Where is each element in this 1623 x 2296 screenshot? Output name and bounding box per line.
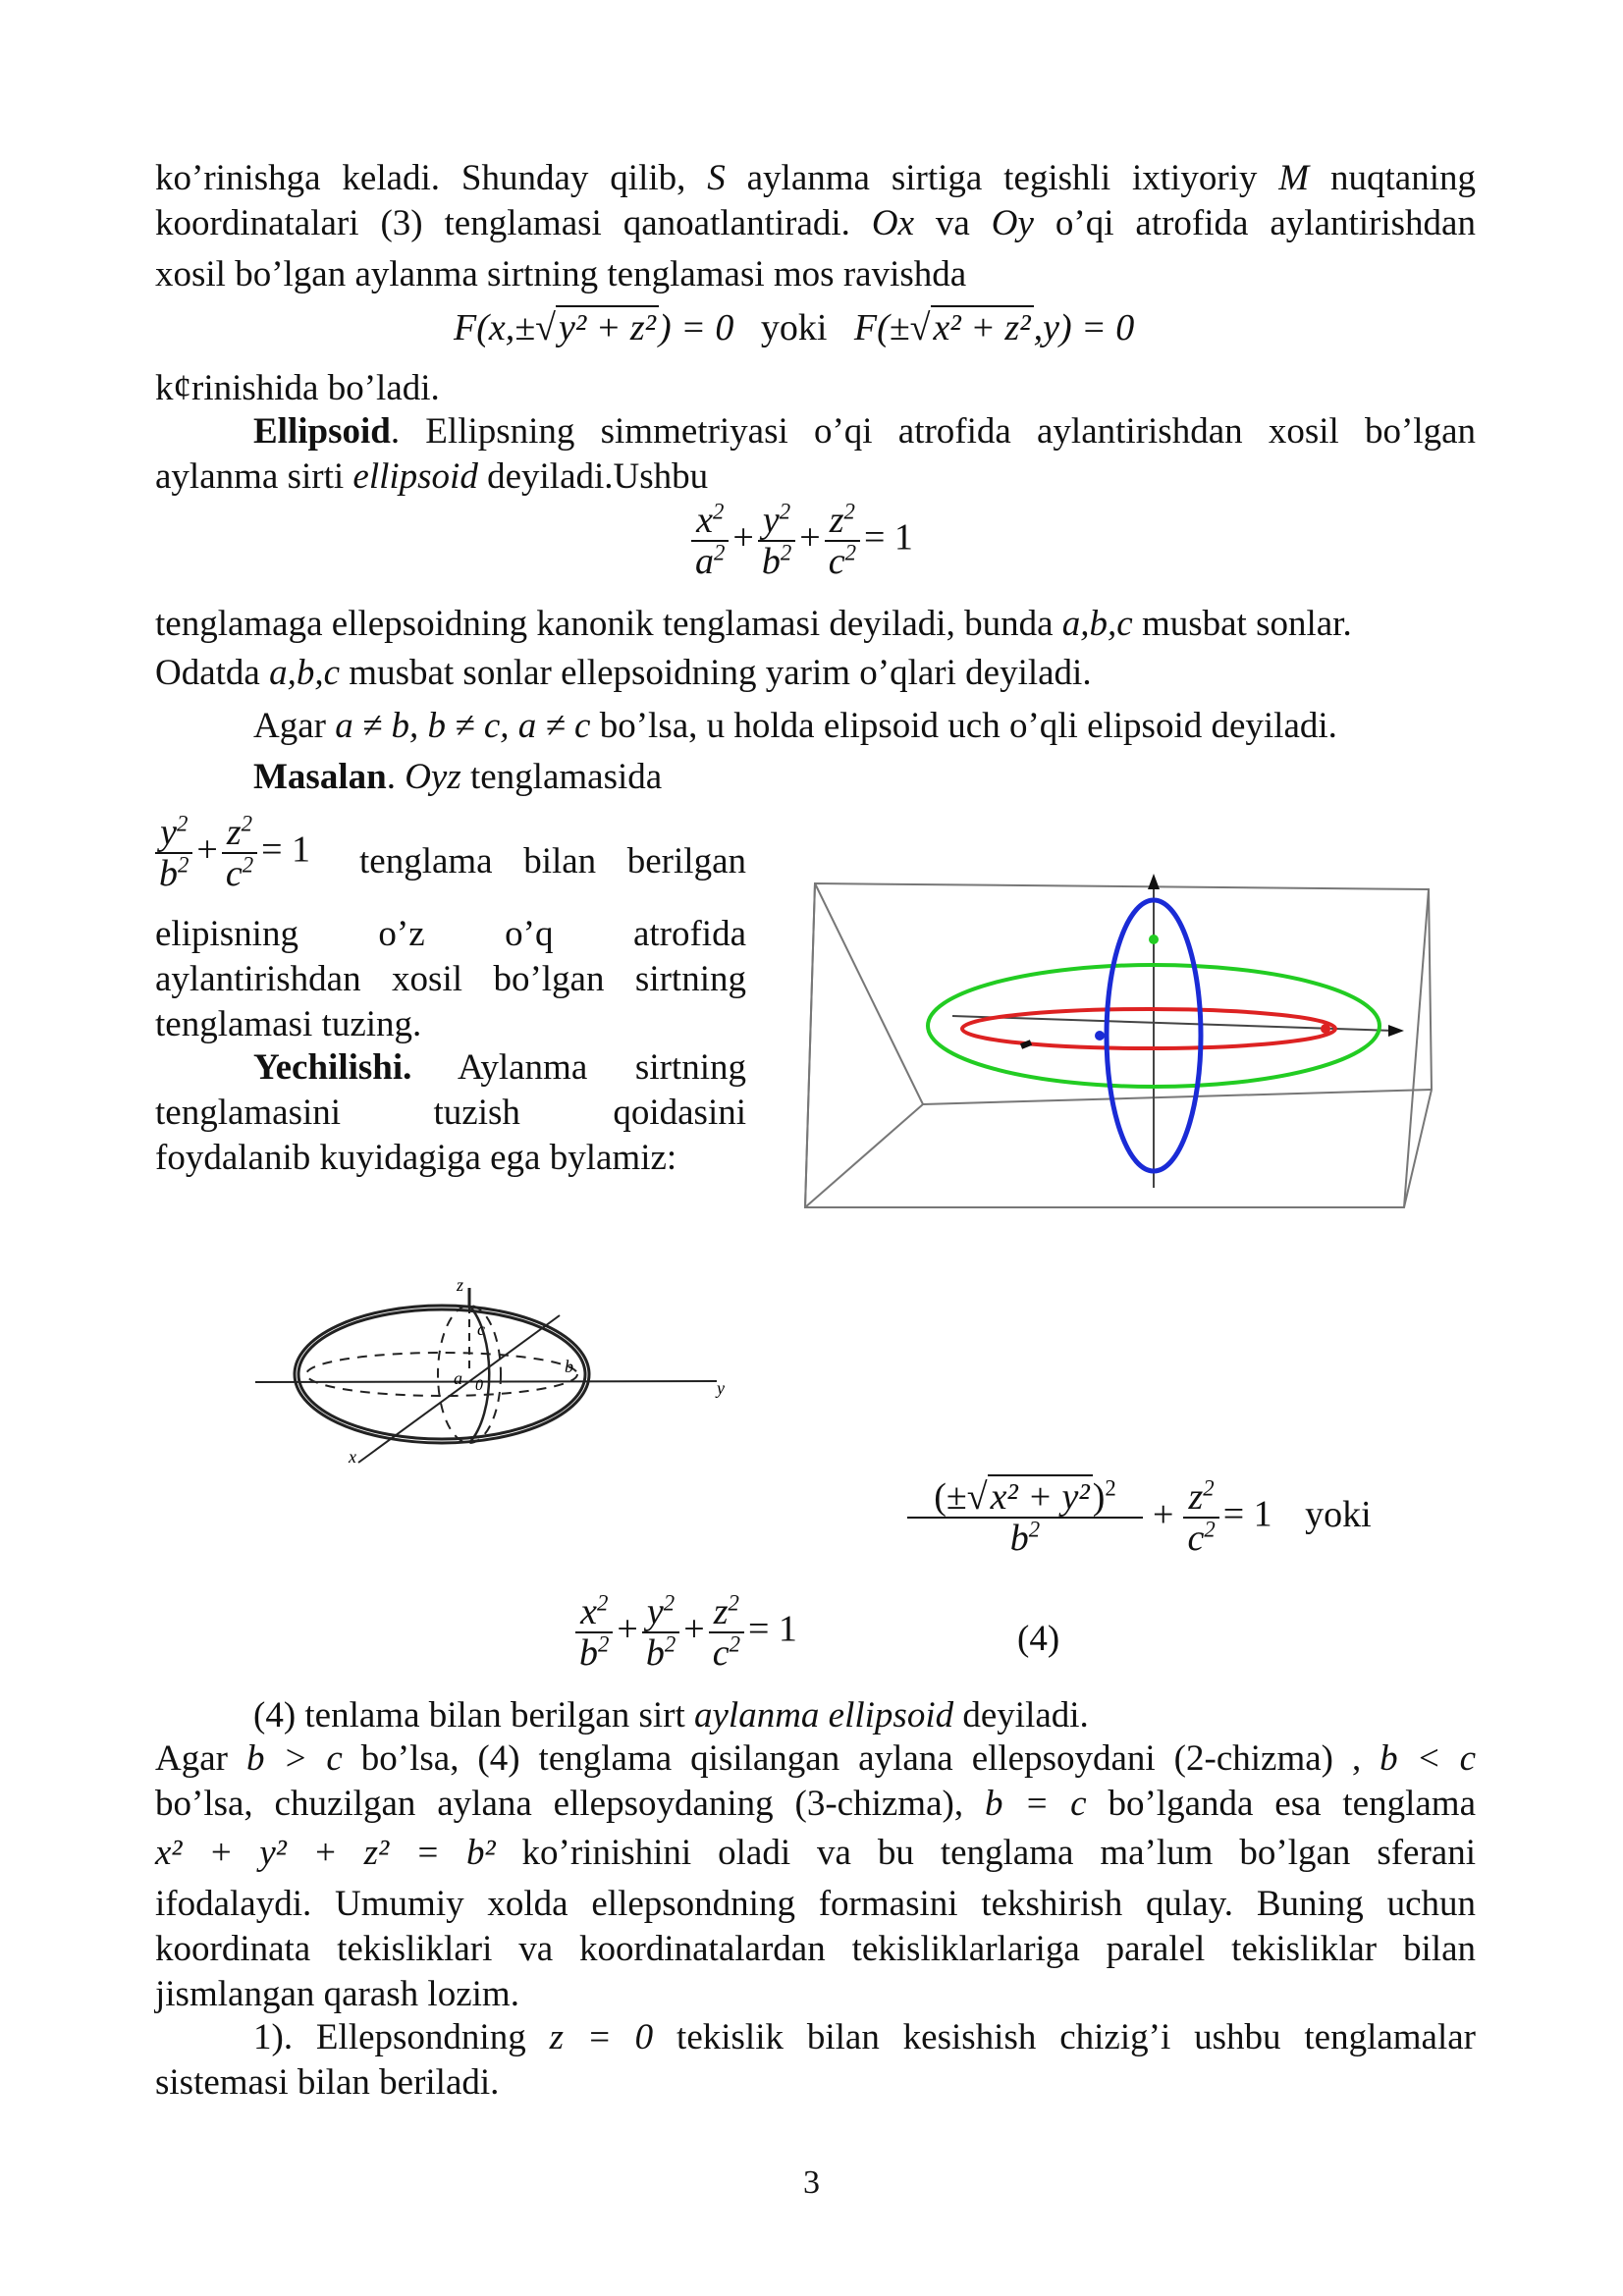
sketch-label-z: z	[457, 1275, 464, 1295]
text-line: ifodalaydi. Umumiy xolda ellepsondning formasini tekshirish qulay. Buning uchun	[155, 1884, 1476, 1924]
text-line: xosil bo’lgan aylanma sirtning tenglamasi mos ravishda	[155, 254, 967, 294]
text-line: tenglamaga ellepsoidning kanonik tenglamasi deyiladi, bunda a,b,c musbat sonlar.	[155, 604, 1352, 644]
sketch-label-a: a	[454, 1368, 462, 1388]
equation-rotation-axes: F(x,±√y² + z²) = 0 yoki F(±√x² + z²,y) = 0	[454, 307, 1135, 348]
text-line: (4) tenlama bilan berilgan sirt aylanma ellipsoid deyiladi.	[253, 1695, 1089, 1735]
red-ellipse	[962, 1009, 1335, 1048]
text-line: foydalanib kuyidagiga ega bylamiz:	[155, 1138, 677, 1178]
text-line: tenglamasi tuzing.	[155, 1004, 422, 1044]
z-axis-arrow-icon	[1148, 874, 1160, 889]
ellipsoid-sketch-figure	[245, 1266, 756, 1482]
sketch-label-y: y	[717, 1378, 725, 1398]
text-line: Yechilishi. Aylanma sirtning	[253, 1047, 746, 1088]
equation-rotation-ellipse: $\frac{(\pm√x^2 + y^2)^2}{b^2}$ + $\frac{z^2}{c^2}$ = 1 yoki	[903, 1477, 1372, 1558]
text-line: x² + y² + z² = b² ko’rinishini oladi va bu tenglama ma’lum bo’lgan sferani	[155, 1833, 1476, 1873]
sketch-label-x: x	[349, 1447, 356, 1467]
equation-number: (4)	[1017, 1619, 1060, 1659]
text-line: k¢rinishida bo’ladi.	[155, 368, 440, 408]
text-line: Ellipsoid. Ellipsning simmetriyasi o’qi atrofida aylantirishdan xosil bo’lgan	[253, 411, 1476, 452]
text-line: koordinatalari (3) tenglamasi qanoatlantiradi. Ox va Oy o’qi atrofida aylantirishdan	[155, 203, 1476, 243]
text-line: sistemasi bilan beriladi.	[155, 2062, 500, 2103]
section-title: Ellipsoid	[253, 411, 391, 452]
text-line: aylantirishdan xosil bo’lgan sirtning	[155, 959, 746, 999]
text-line: aylanma sirti ellipsoid deyiladi.Ushbu	[155, 456, 709, 497]
text-line: tenglamasini tuzish qoidasini	[155, 1093, 746, 1133]
text-line: 1). Ellepsondning z = 0 tekislik bilan kesishish chizig’i ushbu tenglamalar	[253, 2017, 1476, 2057]
text-line: elipisning o’z o’q atrofida	[155, 914, 746, 954]
equation-4: $\frac{x^2}{b^2}$ + $\frac{y^2}{b^2}$ + $\frac{z^2}{c^2}$ = 1	[571, 1592, 797, 1673]
text-line: bo’lsa, chuzilgan aylana ellepsoydaning (3-chizma), b = c bo’lganda esa tenglama	[155, 1784, 1477, 1824]
sketch-label-c: c	[477, 1319, 485, 1339]
sketch-label-b: b	[565, 1357, 573, 1376]
equation-canonical: $\frac{x^2}{a^2}$ + $\frac{y^2}{b^2}$ + $\frac{z^2}{c^2}$ = 1	[687, 501, 913, 581]
equation-example: $\frac{y^2}{b^2}$ + $\frac{z^2}{c^2}$ = 1	[155, 813, 310, 893]
text-line: tenglama bilan berilgan	[359, 841, 746, 881]
text-line: Masalan. Oyz tenglamasida	[253, 757, 663, 797]
text-line: Agar b > c bo’lsa, (4) tenglama qisilangan aylana ellepsoydani (2-chizma) , b < c	[155, 1738, 1477, 1779]
section-title: Masalan	[253, 757, 387, 797]
text-line: jismlangan qarash lozim.	[155, 1974, 519, 2014]
y-axis-arrow-icon	[1388, 1025, 1404, 1037]
sketch-label-origin: 0	[475, 1377, 483, 1394]
section-title: Yechilishi.	[253, 1047, 412, 1088]
text-line: ko’rinishga keladi. Shunday qilib, S aylanma sirtiga tegishli ixtiyoriy M nuqtaning	[155, 158, 1476, 198]
text-line: koordinata tekisliklari va koordinatalardan tekisliklarlariga paralel tekisliklar bilan	[155, 1929, 1476, 1969]
text-line: Odatda a,b,c musbat sonlar ellepsoidning yarim o’qlari deyiladi.	[155, 653, 1092, 693]
text-line: Agar a ≠ b, b ≠ c, a ≠ c bo’lsa, u holda elipsoid uch o’qli elipsoid deyiladi.	[253, 706, 1337, 746]
page-number: 3	[803, 2164, 820, 2201]
ellipsoid-3d-figure	[776, 864, 1463, 1227]
